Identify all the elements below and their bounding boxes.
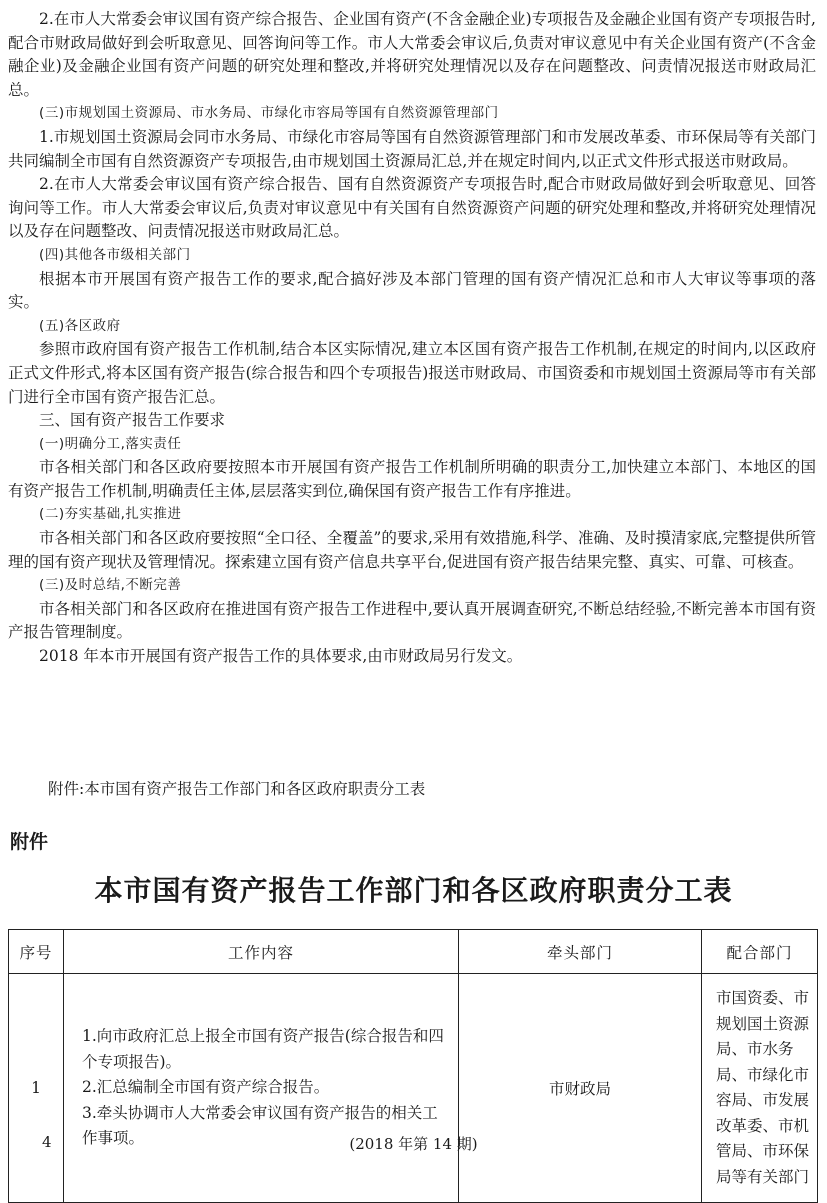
table-row	[9, 974, 818, 1203]
paragraph: 市各相关部门和各区政府在推进国有资产报告工作进程中,要认真开展调查研究,不断总结经验,不断完善本市国有资产报告管理制度。	[8, 599, 816, 642]
paragraph: 2.在市人大常委会审议国有资产综合报告、国有自然资源资产专项报告时,配合市财政局做好到会听取意见、回答询问等工作。市人大常委会审议后,负责对审议意见中有关国有自然资源资产问题的研究处理和整改,并将研究处理情况以及存在问题整改、问责情况报送市财政局汇总。	[8, 175, 816, 241]
header-content: 工作内容	[64, 930, 459, 974]
issue-label: (2018 年第 14 期)	[349, 1135, 478, 1153]
task-item: 3.牵头协调市人大常委会审议国有资产报告的相关工作事项。	[82, 1103, 438, 1148]
section-heading: (三)市规划国土资源局、市水务局、市绿化市容局等国有自然资源管理部门	[39, 105, 499, 122]
body-text	[8, 8, 816, 669]
header-coop: 配合部门	[702, 930, 818, 974]
attachment-title: 本市国有资产报告工作部门和各区政府职责分工表	[94, 874, 733, 907]
cell-lead: 市财政局	[459, 974, 702, 1203]
section-heading: (二)夯实基础,扎实推进	[39, 506, 182, 523]
cell-coop: 市国资委、市规划国土资源局、市水务局、市绿化市容局、市发展改革委、市机管局、市环保局等有关部门	[702, 974, 818, 1203]
section-heading: (五)各区政府	[39, 317, 121, 334]
paragraph: 2.在市人大常委会审议国有资产综合报告、企业国有资产(不含金融企业)专项报告及金融企业国有资产专项报告时,配合市财政局做好到会听取意见、回答询问等工作。市人大常委会审议后,负责对审议意见中有关企业国有资产(不含金融企业)及金融企业国有资产问题的研究处理和整改,并将研究处理情况以及存在问题整改、问责情况报送市财政局汇总。	[8, 10, 816, 99]
paragraph: 参照市政府国有资产报告工作机制,结合本区实际情况,建立本区国有资产报告工作机制,在规定的时间内,以区政府正式文件形式,将本区国有资产报告(综合报告和四个专项报告)报送市财政局、市国资委和市规划国土资源局等市有关部门进行全市国有资产报告汇总。	[8, 340, 816, 406]
paragraph: 2018 年本市开展国有资产报告工作的具体要求,由市财政局另行发文。	[39, 647, 523, 666]
task-item: 2.汇总编制全市国有资产综合报告。	[82, 1078, 330, 1097]
paragraph: 市各相关部门和各区政府要按照本市开展国有资产报告工作机制所明确的职责分工,加快建立本部门、本地区的国有资产报告工作机制,明确责任主体,层层落实到位,确保国有资产报告工作有序推进。	[8, 458, 816, 500]
section-heading: (一)明确分工,落实责任	[39, 435, 182, 452]
paragraph: 市各相关部门和各区政府要按照“全口径、全覆盖”的要求,采用有效措施,科学、准确、及时摸清家底,完整提供所管理的国有资产现状及管理情况。探索建立国有资产信息共享平台,促进国有资产报告结果完整、真实、可靠、可核查。	[8, 529, 816, 571]
table-header-row	[9, 930, 818, 974]
task-item: 1.向市政府汇总上报全市国有资产报告(综合报告和四个专项报告)。	[82, 1027, 444, 1071]
paragraph: 1.市规划国土资源局会同市水务局、市绿化市容局等国有自然资源管理部门和市发展改革委、市环保局等有关部门共同编制全市国有自然资源资产专项报告,由市规划国土资源局汇总,并在规定时间内,以正式文件形式报送市财政局。	[8, 127, 816, 170]
section-heading: (四)其他各市级相关部门	[39, 246, 191, 263]
attachment-note: 附件:本市国有资产报告工作部门和各区政府职责分工表	[48, 780, 426, 798]
header-index: 序号	[9, 930, 64, 974]
chapter-heading: 三、国有资产报告工作要求	[39, 411, 226, 430]
duty-table	[8, 929, 818, 1203]
header-lead: 牵头部门	[459, 930, 702, 974]
attachment-label: 附件	[10, 831, 49, 853]
page-number: 4	[42, 1133, 52, 1151]
paragraph: 根据本市开展国有资产报告工作的要求,配合搞好涉及本部门管理的国有资产情况汇总和市人大审议等事项的落实。	[8, 269, 816, 312]
cell-index: 1	[9, 974, 64, 1203]
cell-tasks	[64, 974, 459, 1203]
section-heading: (三)及时总结,不断完善	[39, 577, 182, 594]
